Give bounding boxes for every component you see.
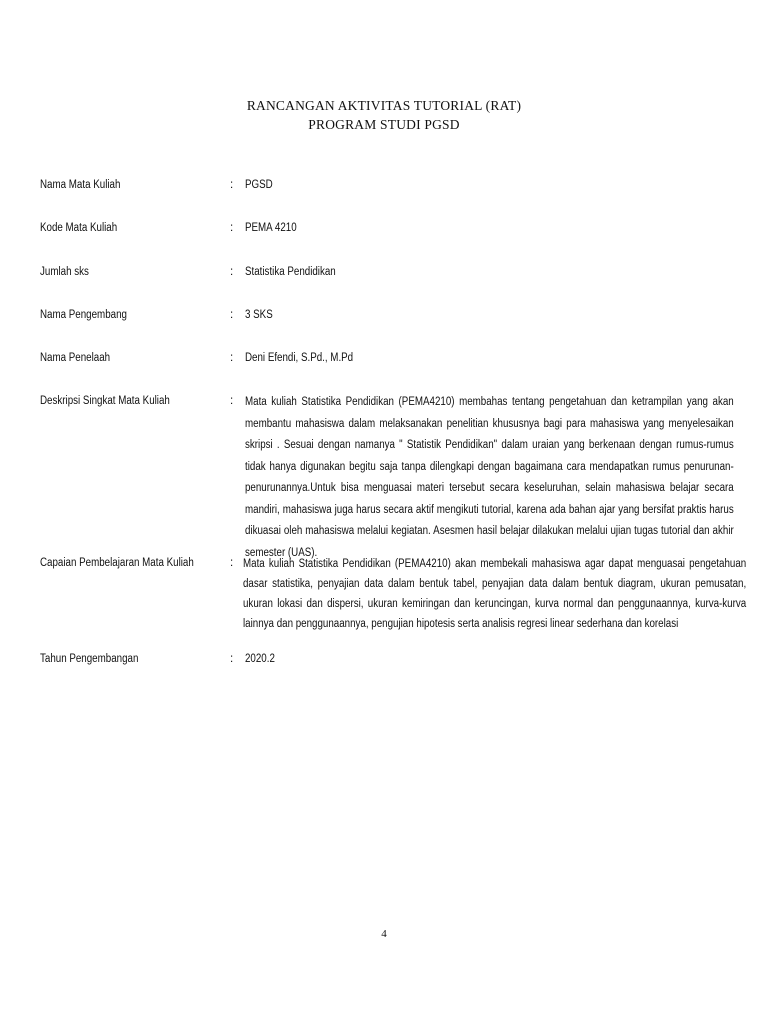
field-separator: : [230, 395, 234, 407]
field-label: Deskripsi Singkat Mata Kuliah [40, 395, 170, 407]
field-label: Kode Mata Kuliah [40, 222, 118, 234]
field-value: Mata kuliah Statistika Pendidikan (PEMA4210) membahas tentang pengetahuan dan ketrampilan yang akan membantu mahasiswa dalam melaksanakan penelitian khususnya bagi para mahasiswa yang menyelesaikan skripsi . Sesuai dengan namanya " Statistik Pendidikan" dalam uraian yang berkenaan dengan rumus-rumus tidak hanya digunakan begitu saja tanpa dilengkapi dengan bagaimana cara mendapatkan rumus penurunan-penurunannya.Untuk bisa menguasai materi tersebut secara keseluruhan, selain mahasiswa belajar secara mandiri, mahasiswa juga harus secara aktif mengikuti tutorial, karena ada bahan ajar yang bersifat praktis harus dikuasai oleh mahasiswa melalui kegiatan. Asesmen hasil belajar dilakukan melalui ujian tugas tutorial dan akhir semester (UAS). [245, 396, 734, 559]
field-label: Nama Pengembang [40, 309, 127, 321]
field-value: Statistika Pendidikan [245, 266, 336, 278]
page-number: 4 [381, 928, 387, 940]
field-separator: : [230, 352, 234, 364]
field-value: PEMA 4210 [245, 222, 297, 234]
field-separator: : [230, 309, 234, 321]
field-value: Mata kuliah Statistika Pendidikan (PEMA4210) akan membekali mahasiswa agar dapat menguasai pengetahuan dasar statistika, penyajian data dalam bentuk tabel, penyajian data dalam bentuk diagram, ukuran pemusatan, ukuran lokasi dan dispersi, ukuran kemiringan dan keruncingan, kurva normal dan penggunaannya, kurva-kurva lainnya dan penggunaannya, pengujian hipotesis serta analisis regresi linear sederhana dan korelasi [243, 558, 747, 630]
field-separator: : [230, 222, 234, 234]
field-separator: : [230, 557, 234, 569]
field-label: Nama Mata Kuliah [40, 179, 121, 191]
field-label: Nama Penelaah [40, 352, 111, 364]
field-value: 3 SKS [245, 309, 273, 321]
field-separator: : [230, 653, 234, 665]
document-title: RANCANGAN AKTIVITAS TUTORIAL (RAT) [246, 98, 522, 113]
field-value: Deni Efendi, S.Pd., M.Pd [245, 352, 354, 364]
field-label: Jumlah sks [40, 266, 89, 278]
document-subtitle: PROGRAM STUDI PGSD [308, 117, 460, 132]
field-separator: : [230, 179, 234, 191]
field-label: Capaian Pembelajaran Mata Kuliah [40, 557, 194, 569]
field-separator: : [230, 266, 234, 278]
field-value: PGSD [245, 179, 273, 191]
field-label: Tahun Pengembangan [40, 653, 139, 665]
field-value: 2020.2 [245, 653, 275, 665]
